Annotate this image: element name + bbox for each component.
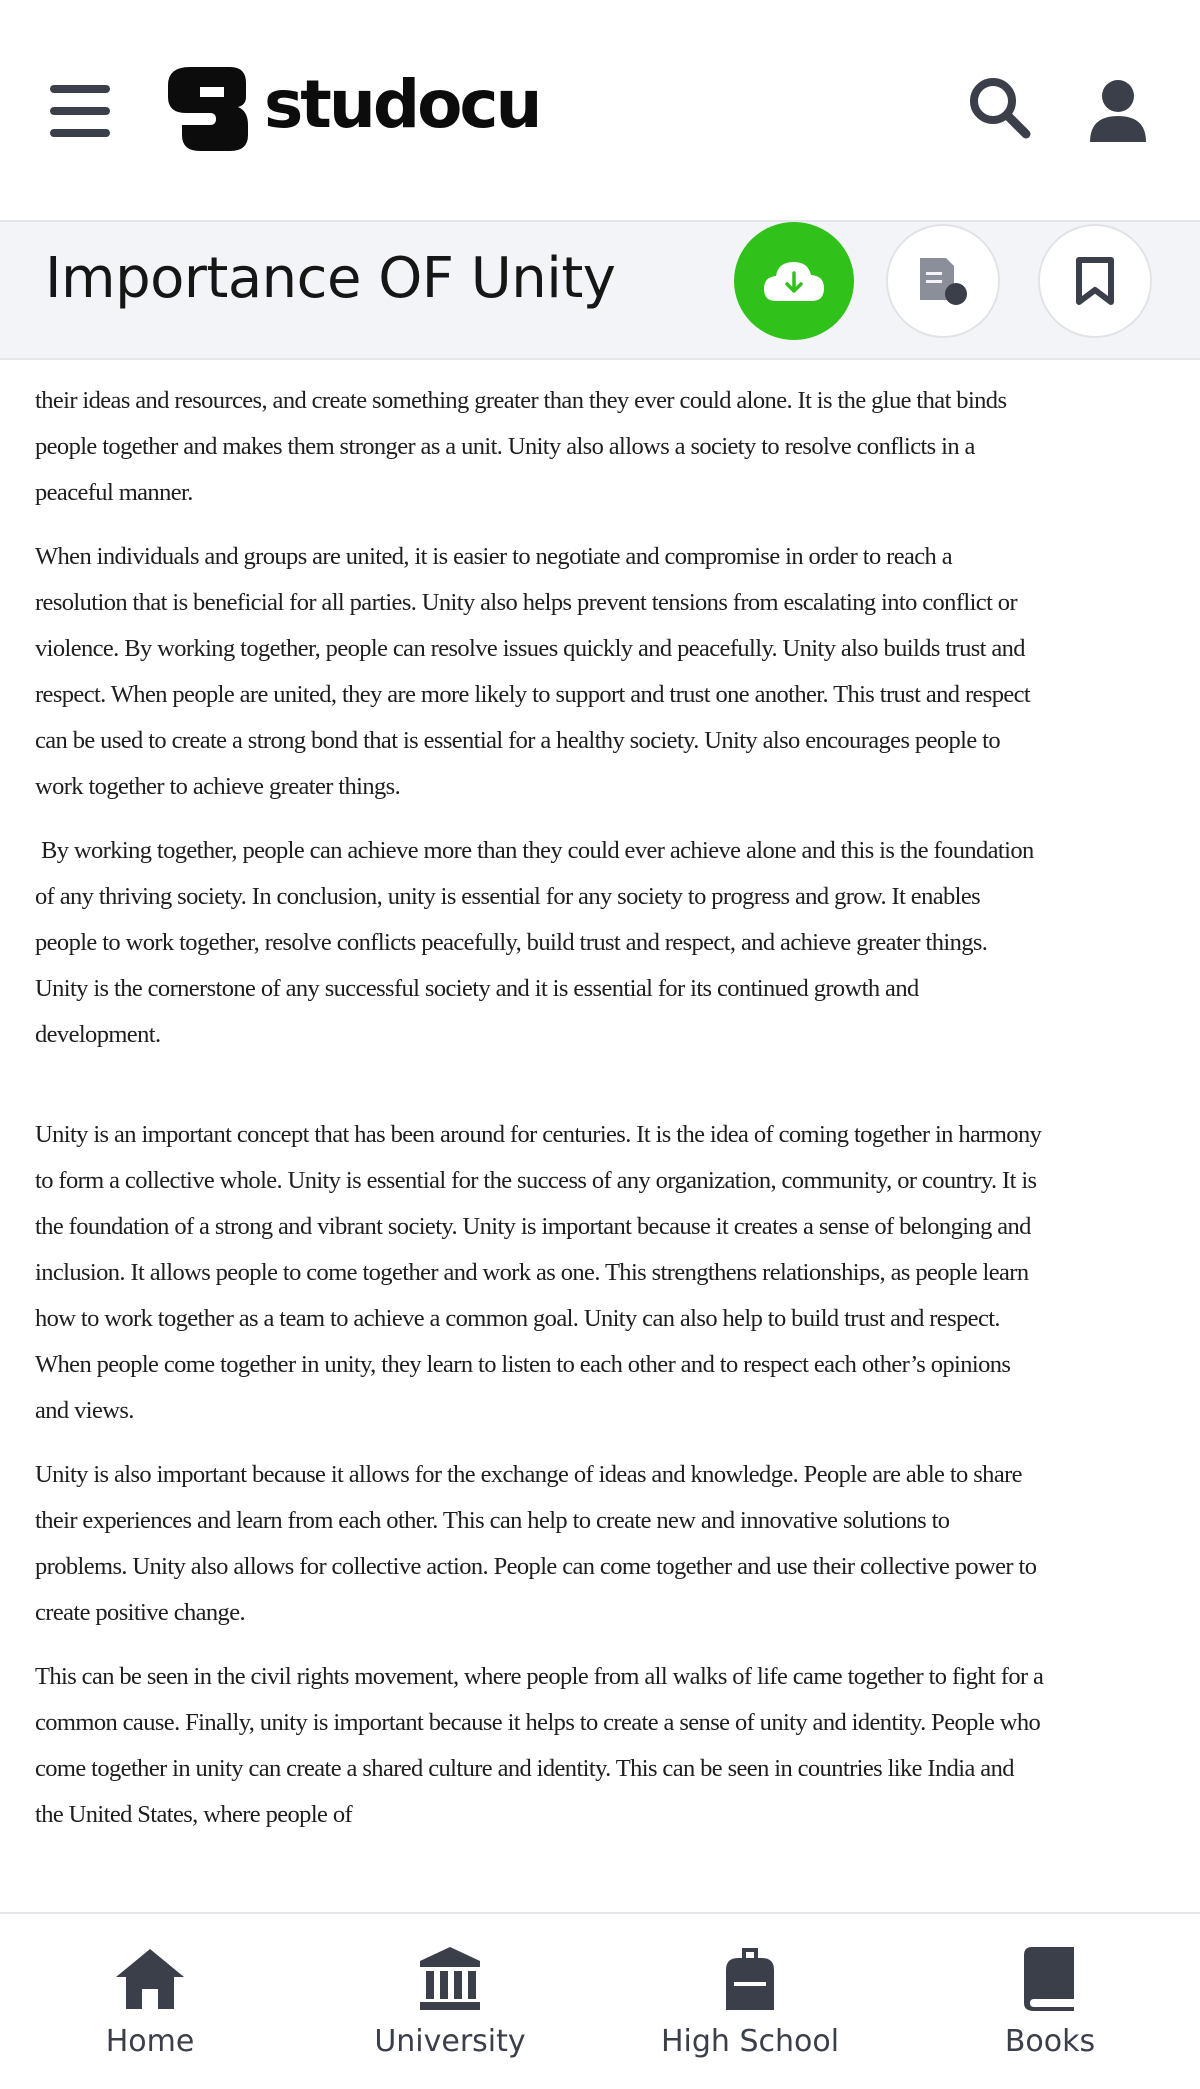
document-paragraph: This can be seen in the civil rights movement, where people from all walks of life came together to fight for a common cause. Finally, unity is important because it helps to create a sense of unity and identity. People who come together in unity can create a shared culture and identity. This can be seen in countries like India and the United States, where people of [35,1663,1044,1828]
document-paragraph: When individuals and groups are united, it is easier to negotiate and compromise in order to reach a resolution that is beneficial for all parties. Unity also helps prevent tensions from escalating into conflict or violence. By working together, people can resolve issues quickly and peacefully. Unity also builds trust and respect. When people are united, they are more likely to support and trust one another. This trust and respect can be used to create a strong bond that is essential for a healthy society. Unity also encourages people to work together to achieve greater things. [35,543,1031,800]
search-icon[interactable] [966,74,1032,145]
document-viewer[interactable] [0,360,1200,1912]
bottom-navigation [0,1912,1200,2089]
backpack-icon [722,1944,778,2012]
university-icon [418,1944,482,2012]
nav-label: High School [660,2024,840,2059]
nav-university[interactable] [300,1914,600,2089]
bookmark-button[interactable] [1038,224,1152,338]
studocu-logo-mark [160,61,254,155]
document-paragraph: their ideas and resources, and create something greater than they ever could alone. It is the glue that binds people together and makes them stronger as a unit. Unity also allows a society to resolve conflicts in a peaceful manner. [35,387,1007,506]
nav-label: Books [1004,2024,1096,2059]
document-paragraph: Unity is an important concept that has been around for centuries. It is the idea of coming together in harmony to form a collective whole. Unity is essential for the success of any organization, community, or country. It is the foundation of a strong and vibrant society. Unity is important because it creates a sense of belonging and inclusion. It allows people to come together and work as one. This strengthens relationships, as people learn how to work together as a team to achieve a common goal. Unity can also help to build trust and respect. When people come together in unity, they learn to listen to each other and to respect each other’s opinions and views. [35,1121,1042,1424]
studocu-logo[interactable] [160,58,540,158]
nav-label: University [374,2024,526,2059]
save-document-button[interactable] [886,224,1000,338]
book-icon [1022,1944,1078,2012]
user-icon[interactable] [1088,78,1148,149]
cloud-download-icon [762,259,826,303]
nav-home[interactable] [0,1914,300,2089]
document-title-bar [0,222,1200,360]
document-save-icon [916,256,970,306]
bookmark-icon [1075,256,1115,306]
document-paragraph: Unity is also important because it allows for the exchange of ideas and knowledge. People are able to share their experiences and learn from each other. This can help to create new and innovative solutions to problems. Unity also allows for collective action. People can come together and use their collective power to create positive change. [35,1461,1037,1626]
brand-name: studocu [264,65,540,143]
nav-label: Home [105,2024,195,2059]
nav-books[interactable] [900,1914,1200,2089]
home-icon [114,1944,186,2012]
nav-high-school[interactable] [600,1914,900,2089]
document-title: Importance OF Unity [45,246,616,311]
menu-icon[interactable] [50,85,110,137]
document-paragraph: By working together, people can achieve more than they could ever achieve alone and this is the foundation of any thriving society. In conclusion, unity is essential for any society to progress and grow. It enables people to work together, resolve conflicts peacefully, build trust and respect, and achieve greater things. Unity is the cornerstone of any successful society and it is essential for its continued growth and development. [35,837,1034,1048]
top-header [0,0,1200,222]
download-button[interactable] [734,222,854,340]
